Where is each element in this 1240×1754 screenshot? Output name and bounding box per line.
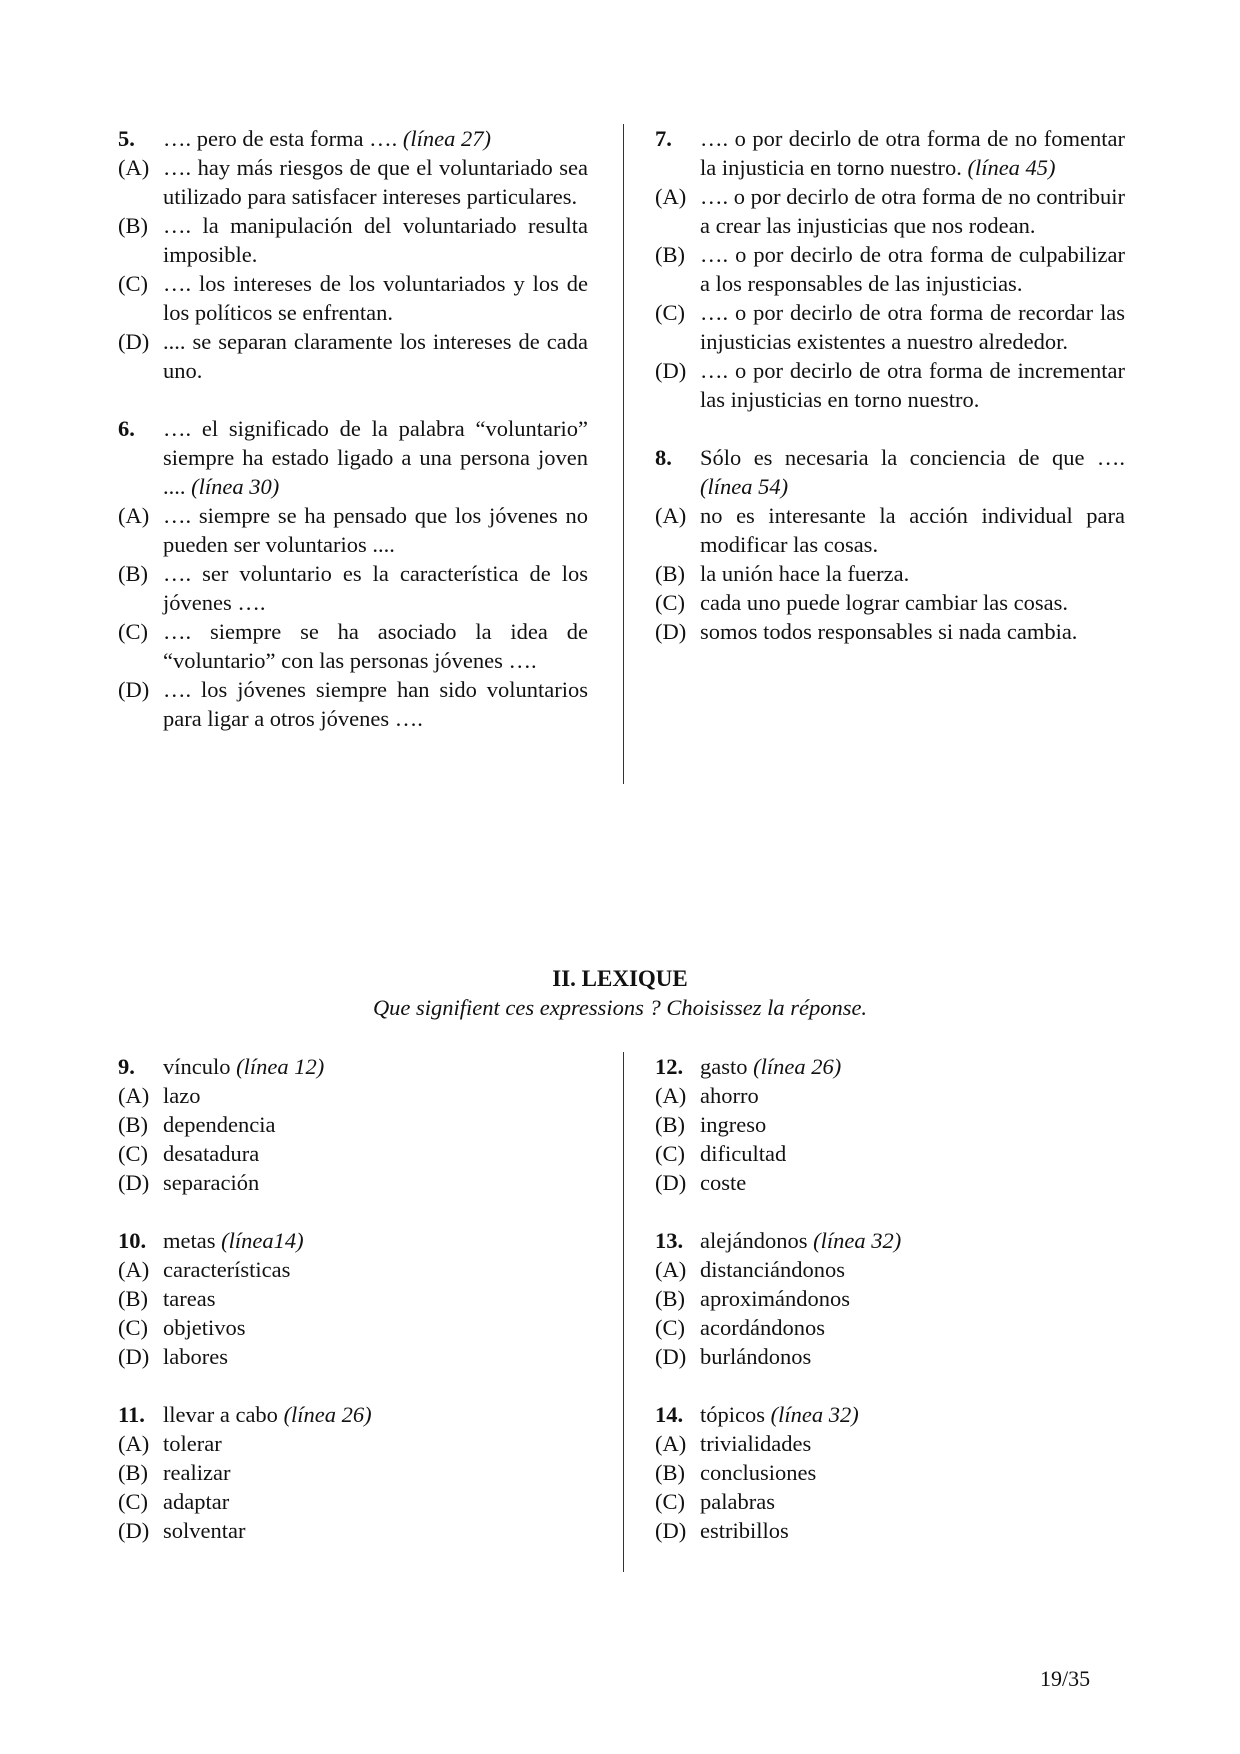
option-label: (A) [655, 1257, 687, 1282]
option-text: …. siempre se ha pensado que los jóvenes no pueden ser voluntarios .... [163, 503, 588, 557]
answer-option [655, 240, 1125, 298]
answer-option [655, 1516, 1125, 1545]
option-label: (A) [655, 503, 687, 528]
answer-option [655, 298, 1125, 356]
question-stem-text: Sólo es necesaria la conciencia de que …. [700, 445, 1125, 470]
option-text: ahorro [700, 1083, 759, 1108]
question-number: 7. [655, 126, 672, 151]
option-label: (D) [655, 1518, 687, 1543]
option-text: tareas [163, 1286, 216, 1311]
option-label: (C) [118, 271, 148, 296]
option-text: la unión hace la fuerza. [700, 561, 910, 586]
question-stem [700, 1226, 1125, 1255]
option-text: …. o por decirlo de otra forma de recordar las injusticias existentes a nuestro alrededor. [700, 300, 1125, 354]
lexique-title: II. LEXIQUE [552, 966, 688, 991]
question-number: 11. [118, 1402, 145, 1427]
option-text: …. hay más riesgos de que el voluntariado sea utilizado para satisfacer intereses particulares. [163, 155, 588, 209]
question-stem [163, 124, 588, 153]
option-text: separación [163, 1170, 260, 1195]
option-text: conclusiones [700, 1460, 817, 1485]
answer-option [118, 1284, 588, 1313]
option-text: solventar [163, 1518, 246, 1543]
question-number: 10. [118, 1228, 147, 1253]
option-text: estribillos [700, 1518, 789, 1543]
question-stem-text: …. o por decirlo de otra forma de no fomentar la injusticia en torno nuestro. [700, 126, 1125, 180]
question-number: 13. [655, 1228, 684, 1253]
answer-option [118, 1255, 588, 1284]
answer-option [118, 269, 588, 327]
answer-option [118, 501, 588, 559]
question-14 [655, 1400, 1125, 1429]
option-text: aproximándonos [700, 1286, 850, 1311]
question-stem-text: vínculo [163, 1054, 231, 1079]
lexique-right-column [655, 1052, 1125, 1545]
answer-option [655, 1458, 1125, 1487]
option-text: …. ser voluntario es la característica de los jóvenes …. [163, 561, 588, 615]
answer-option [655, 1168, 1125, 1197]
option-text: tolerar [163, 1431, 222, 1456]
answer-option [118, 1342, 588, 1371]
option-text: …. los jóvenes siempre han sido voluntarios para ligar a otros jóvenes …. [163, 677, 588, 731]
option-text: burlándonos [700, 1344, 812, 1369]
answer-option [118, 1081, 588, 1110]
line-reference: (línea 32) [770, 1402, 859, 1427]
option-label: (A) [118, 1083, 150, 1108]
line-reference: (línea 26) [753, 1054, 842, 1079]
answer-option [118, 1139, 588, 1168]
option-label: (B) [118, 1112, 148, 1137]
question-stem [700, 1400, 1125, 1429]
reading-questions-right-column [655, 124, 1125, 646]
question-9 [118, 1052, 588, 1081]
line-reference: (línea 30) [191, 474, 280, 499]
option-text: labores [163, 1344, 228, 1369]
question-stem-text: gasto [700, 1054, 748, 1079]
question-stem [163, 1226, 588, 1255]
option-label: (D) [655, 619, 687, 644]
option-label: (B) [655, 561, 685, 586]
answer-option [655, 559, 1125, 588]
answer-option [118, 559, 588, 617]
option-text: …. la manipulación del voluntariado resulta imposible. [163, 213, 588, 267]
question-number: 6. [118, 416, 135, 441]
option-text: …. o por decirlo de otra forma de incrementar las injusticias en torno nuestro. [700, 358, 1125, 412]
answer-option [655, 1487, 1125, 1516]
line-reference: (línea 45) [967, 155, 1056, 180]
reading-questions-left-column [118, 124, 588, 733]
option-text: objetivos [163, 1315, 246, 1340]
question-5 [118, 124, 588, 153]
option-text: …. los intereses de los voluntariados y los de los políticos se enfrentan. [163, 271, 588, 325]
option-label: (D) [655, 1170, 687, 1195]
option-text: características [163, 1257, 291, 1282]
option-text: …. o por decirlo de otra forma de no contribuir a crear las injusticias que nos rodean. [700, 184, 1125, 238]
question-stem-text: metas [163, 1228, 216, 1253]
lexique-section-header [0, 964, 1240, 1022]
answer-option [118, 1516, 588, 1545]
option-label: (C) [118, 1315, 148, 1340]
question-spacer [655, 1371, 1125, 1400]
option-label: (D) [655, 1344, 687, 1369]
answer-option [655, 1255, 1125, 1284]
option-text: distanciándonos [700, 1257, 845, 1282]
question-6 [118, 414, 588, 501]
answer-option [118, 617, 588, 675]
question-10 [118, 1226, 588, 1255]
question-stem [163, 1052, 588, 1081]
option-text: .... se separan claramente los intereses de cada uno. [163, 329, 588, 383]
answer-option [118, 153, 588, 211]
column-divider-lexique [623, 1052, 624, 1572]
option-label: (B) [655, 242, 685, 267]
option-label: (C) [655, 1489, 685, 1514]
option-text: …. siempre se ha asociado la idea de “voluntario” con las personas jóvenes …. [163, 619, 588, 673]
option-label: (B) [118, 1460, 148, 1485]
option-label: (B) [655, 1112, 685, 1137]
option-label: (C) [118, 1141, 148, 1166]
option-text: …. o por decirlo de otra forma de culpabilizar a los responsables de las injusticias. [700, 242, 1125, 296]
option-text: ingreso [700, 1112, 767, 1137]
answer-option [118, 1429, 588, 1458]
option-text: adaptar [163, 1489, 230, 1514]
question-stem-text: alejándonos [700, 1228, 808, 1253]
option-text: cada uno puede lograr cambiar las cosas. [700, 590, 1068, 615]
question-7 [655, 124, 1125, 182]
question-stem-text: tópicos [700, 1402, 765, 1427]
question-stem [700, 1052, 1125, 1081]
question-8 [655, 443, 1125, 501]
answer-option [655, 1429, 1125, 1458]
option-label: (A) [118, 1257, 150, 1282]
question-spacer [118, 385, 588, 414]
question-number: 9. [118, 1054, 135, 1079]
option-label: (A) [655, 1431, 687, 1456]
question-stem [700, 124, 1125, 182]
option-label: (A) [118, 503, 150, 528]
option-label: (D) [118, 329, 150, 354]
option-text: desatadura [163, 1141, 260, 1166]
question-13 [655, 1226, 1125, 1255]
line-reference: (línea14) [221, 1228, 304, 1253]
option-label: (C) [655, 590, 685, 615]
option-label: (A) [118, 155, 150, 180]
answer-option [118, 1168, 588, 1197]
answer-option [655, 1284, 1125, 1313]
option-label: (B) [655, 1286, 685, 1311]
option-label: (C) [118, 619, 148, 644]
line-reference: (línea 32) [813, 1228, 902, 1253]
line-reference: (línea 27) [402, 126, 492, 151]
question-stem [163, 414, 588, 501]
answer-option [118, 1110, 588, 1139]
answer-option [655, 1110, 1125, 1139]
question-stem-text: …. pero de esta forma …. [163, 126, 398, 151]
option-label: (A) [655, 184, 687, 209]
question-stem [700, 443, 1125, 501]
option-label: (C) [655, 300, 685, 325]
option-label: (D) [655, 358, 687, 383]
question-spacer [118, 1197, 588, 1226]
option-text: coste [700, 1170, 747, 1195]
question-number: 5. [118, 126, 135, 151]
answer-option [655, 356, 1125, 414]
option-text: palabras [700, 1489, 775, 1514]
answer-option [655, 182, 1125, 240]
page-number: 19/35 [1040, 1666, 1091, 1691]
answer-option [655, 1313, 1125, 1342]
option-text: no es interesante la acción individual para modificar las cosas. [700, 503, 1125, 557]
option-label: (D) [118, 1170, 150, 1195]
answer-option [118, 211, 588, 269]
option-text: dependencia [163, 1112, 276, 1137]
answer-option [655, 501, 1125, 559]
option-text: dificultad [700, 1141, 787, 1166]
column-divider-top [623, 124, 624, 784]
answer-option [655, 588, 1125, 617]
option-label: (B) [655, 1460, 685, 1485]
question-stem-text: …. el significado de la palabra “voluntario” siempre ha estado ligado a una persona joven .... [163, 416, 588, 499]
option-label: (B) [118, 1286, 148, 1311]
answer-option [655, 1081, 1125, 1110]
line-reference: (línea 26) [283, 1402, 372, 1427]
lexique-instructions: Que signifient ces expressions ? Choisissez la réponse. [372, 995, 868, 1020]
answer-option [655, 617, 1125, 646]
answer-option [118, 1313, 588, 1342]
option-label: (C) [655, 1315, 685, 1340]
option-label: (A) [655, 1083, 687, 1108]
option-label: (D) [118, 1518, 150, 1543]
answer-option [655, 1139, 1125, 1168]
answer-option [655, 1342, 1125, 1371]
line-reference: (línea 54) [700, 474, 789, 499]
answer-option [118, 327, 588, 385]
line-reference: (línea 12) [236, 1054, 325, 1079]
option-text: lazo [163, 1083, 201, 1108]
question-11 [118, 1400, 588, 1429]
option-label: (C) [118, 1489, 148, 1514]
question-number: 8. [655, 445, 672, 470]
option-label: (C) [655, 1141, 685, 1166]
question-spacer [655, 1197, 1125, 1226]
question-number: 14. [655, 1402, 684, 1427]
question-12 [655, 1052, 1125, 1081]
question-stem-text: llevar a cabo [163, 1402, 278, 1427]
option-text: trivialidades [700, 1431, 812, 1456]
lexique-left-column [118, 1052, 588, 1545]
option-text: acordándonos [700, 1315, 825, 1340]
option-label: (B) [118, 561, 148, 586]
answer-option [118, 1458, 588, 1487]
option-text: realizar [163, 1460, 231, 1485]
question-spacer [655, 414, 1125, 443]
question-stem [163, 1400, 588, 1429]
option-label: (D) [118, 677, 150, 702]
answer-option [118, 675, 588, 733]
option-text: somos todos responsables si nada cambia. [700, 619, 1078, 644]
option-label: (A) [118, 1431, 150, 1456]
option-label: (D) [118, 1344, 150, 1369]
option-label: (B) [118, 213, 148, 238]
question-number: 12. [655, 1054, 684, 1079]
answer-option [118, 1487, 588, 1516]
question-spacer [118, 1371, 588, 1400]
